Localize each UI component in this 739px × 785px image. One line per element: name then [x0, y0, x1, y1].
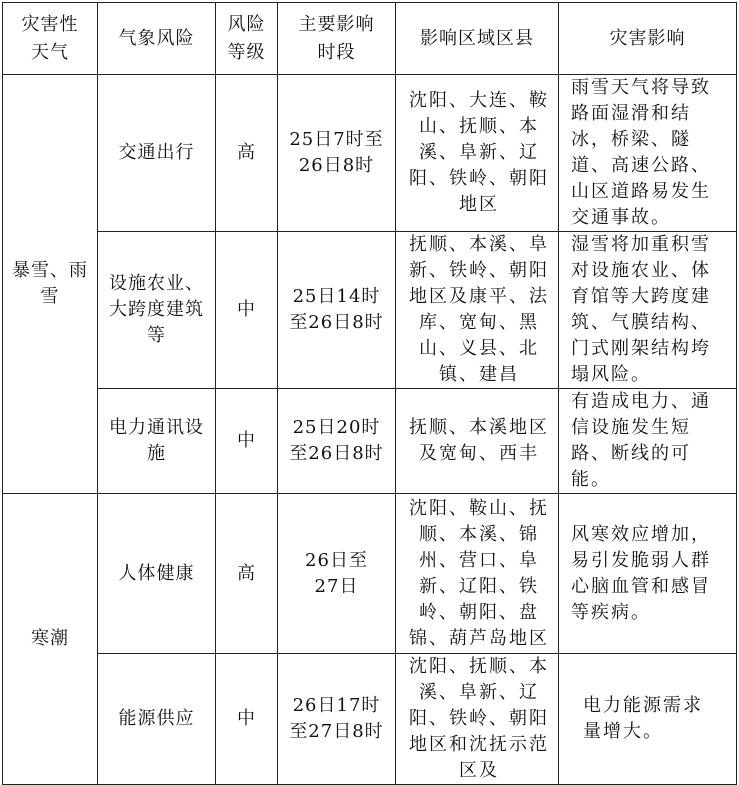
level-cell: 中 — [216, 389, 278, 494]
table-row — [3, 494, 737, 654]
area-cell: 沈阳、鞍山、抚顺、本溪、锦州、营口、阜新、辽阳、铁岭、朝阳、盘锦、葫芦岛地区 — [396, 494, 559, 654]
level-cell: 中 — [216, 232, 278, 389]
hazard-risk-table — [2, 2, 737, 785]
level-cell: 高 — [216, 494, 278, 654]
risk-cell: 人体健康 — [98, 494, 216, 654]
area-cell: 抚顺、本溪、阜新、铁岭、朝阳地区及康平、法库、宽甸、黑山、义县、北镇、建昌 — [396, 232, 559, 389]
impact-cell: 湿雪将加重积雪对设施农业、体育馆等大跨度建筑、气膜结构、门式刚架结构垮塌风险。 — [559, 232, 737, 389]
time-cell: 26日17时至27日8时 — [278, 654, 396, 785]
table-row — [3, 75, 737, 232]
risk-cell: 设施农业、大跨度建筑等 — [98, 232, 216, 389]
level-cell: 高 — [216, 75, 278, 232]
weather-cell: 寒潮 — [3, 494, 98, 785]
impact-cell: 有造成电力、通信设施发生短路、断线的可能。 — [559, 389, 737, 494]
risk-cell: 交通出行 — [98, 75, 216, 232]
table-header-row — [3, 3, 737, 75]
header-hazard-weather: 灾害性天气 — [3, 3, 98, 75]
header-risk-level: 风险等级 — [216, 3, 278, 75]
header-affected-areas: 影响区域区县 — [396, 3, 559, 75]
time-cell: 26日至27日 — [278, 494, 396, 654]
time-cell: 25日14时至26日8时 — [278, 232, 396, 389]
table-row — [3, 389, 737, 494]
level-cell: 中 — [216, 654, 278, 785]
impact-cell: 风寒效应增加，易引发脆弱人群心脑血管和感冒等疾病。 — [559, 494, 737, 654]
area-cell: 沈阳、抚顺、本溪、阜新、辽阳、铁岭、朝阳地区和沈抚示范区及 — [396, 654, 559, 785]
header-meteorological-risk: 气象风险 — [98, 3, 216, 75]
table-row — [3, 232, 737, 389]
impact-cell: 雨雪天气将导致路面湿滑和结冰，桥梁、隧道、高速公路、山区道路易发生交通事故。 — [559, 75, 737, 232]
risk-cell: 电力通讯设施 — [98, 389, 216, 494]
impact-cell: 电力能源需求量增大。 — [559, 654, 737, 785]
time-cell: 25日20时至26日8时 — [278, 389, 396, 494]
risk-cell: 能源供应 — [98, 654, 216, 785]
header-main-impact-period: 主要影响时段 — [278, 3, 396, 75]
table-row — [3, 654, 737, 785]
weather-cell: 暴雪、雨雪 — [3, 75, 98, 494]
time-cell: 25日7时至26日8时 — [278, 75, 396, 232]
area-cell: 抚顺、本溪地区及宽甸、西丰 — [396, 389, 559, 494]
header-disaster-impact: 灾害影响 — [559, 3, 737, 75]
area-cell: 沈阳、大连、鞍山、抚顺、本溪、阜新、辽阳、铁岭、朝阳地区 — [396, 75, 559, 232]
